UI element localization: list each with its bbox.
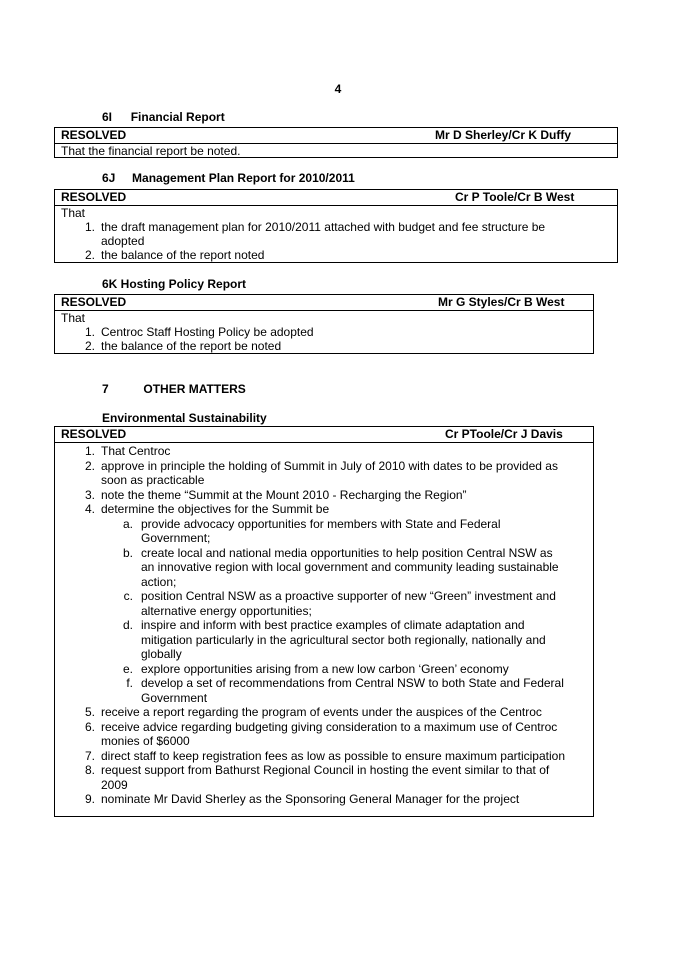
sub-list-item: Government; <box>141 531 211 545</box>
section-6i-title: Financial Report <box>130 110 225 124</box>
list-number: 6. <box>84 719 95 734</box>
list-item: approve in principle the holding of Summit in July of 2010 with dates to be provided as <box>101 458 558 473</box>
intro-text: That <box>61 206 86 220</box>
list-item: the balance of the report noted <box>101 248 265 262</box>
list-item: receive a report regarding the program of events under the auspices of the Centroc <box>101 705 542 719</box>
section-7-header <box>55 427 593 443</box>
section-6i-number: 6I <box>102 110 113 124</box>
list-number: 9. <box>84 792 95 806</box>
section-6j-heading <box>102 171 355 185</box>
resolved-label: RESOLVED <box>61 190 127 204</box>
section-6j-number: 6J <box>102 171 116 185</box>
list-number: 4. <box>84 502 95 516</box>
list-item: determine the objectives for the Summit be <box>101 502 330 516</box>
sub-list-item: provide advocacy opportunities for members with State and Federal <box>141 516 501 531</box>
list-number: b. <box>122 545 133 560</box>
section-6i-box <box>54 127 618 158</box>
list-number: 2. <box>84 458 95 473</box>
movers: Mr G Styles/Cr B West <box>438 295 565 309</box>
section-7-heading <box>102 382 246 396</box>
list-item: soon as practicable <box>101 473 205 487</box>
movers: Mr D Sherley/Cr K Duffy <box>435 128 572 142</box>
section-6k-header <box>55 295 593 311</box>
section-6k-box <box>54 294 594 354</box>
list-item: monies of $6000 <box>101 734 190 748</box>
resolution-text: That the financial report be noted. <box>61 144 241 158</box>
sub-list-item: develop a set of recommendations from Central NSW to both State and Federal <box>141 676 564 690</box>
section-7-number: 7 <box>102 382 109 396</box>
section-7-title: OTHER MATTERS <box>143 382 246 396</box>
section-6j-box <box>54 189 618 263</box>
list-item: receive advice regarding budgeting giving consideration to a maximum use of Centroc <box>101 719 558 734</box>
sub-list-item: explore opportunities arising from a new low carbon ‘Green’ economy <box>141 661 509 676</box>
movers: Cr PToole/Cr J Davis <box>445 427 563 441</box>
list-number: d. <box>122 618 133 632</box>
section-6i-heading <box>102 110 225 124</box>
list-item: direct staff to keep registration fees as low as possible to ensure maximum participation <box>101 748 566 763</box>
list-number: 1. <box>84 444 95 458</box>
intro-text: That <box>61 311 86 325</box>
list-number: 5. <box>84 705 95 719</box>
section-6j-title: Management Plan Report for 2010/2011 <box>132 171 355 185</box>
list-number: 7. <box>84 748 95 763</box>
list-item: nominate Mr David Sherley as the Sponsoring General Manager for the project <box>101 792 520 806</box>
list-number: a. <box>122 516 133 531</box>
list-number: e. <box>122 661 133 676</box>
list-number: c. <box>123 589 133 603</box>
list-number: 1. <box>84 325 95 339</box>
list-item: request support from Bathurst Regional Council in hosting the event similar to that of <box>101 763 550 777</box>
sub-list-item: position Central NSW as a proactive supporter of new “Green” investment and <box>141 589 556 603</box>
resolved-label: RESOLVED <box>61 295 127 309</box>
movers: Cr P Toole/Cr B West <box>455 190 575 204</box>
page-number: 4 <box>334 82 342 96</box>
section-7-subheading: Environmental Sustainability <box>102 411 267 425</box>
list-item: the balance of the report be noted <box>101 339 282 353</box>
sub-list-item: create local and national media opportunities to help position Central NSW as <box>141 545 553 560</box>
list-item: That Centroc <box>101 444 171 458</box>
list-number: f. <box>126 676 133 690</box>
resolved-label: RESOLVED <box>61 128 127 142</box>
sub-list-item: mitigation particularly in the agricultural sector both regionally, nationally and <box>141 632 546 647</box>
list-number: 2. <box>84 339 95 353</box>
section-6k-heading: 6K Hosting Policy Report <box>102 277 247 291</box>
list-item: adopted <box>101 234 145 248</box>
section-6i-header <box>55 128 617 144</box>
sub-list-item: action; <box>141 574 177 589</box>
list-number: 2. <box>84 248 95 262</box>
resolved-label: RESOLVED <box>61 427 127 441</box>
sub-list-item: alternative energy opportunities; <box>141 603 312 618</box>
list-number: 1. <box>84 220 95 234</box>
list-number: 3. <box>84 487 95 502</box>
sub-list-item: globally <box>141 647 182 661</box>
section-7-box <box>54 426 594 817</box>
sub-list-item: an innovative region with local government and community leading sustainable <box>141 560 559 574</box>
sub-list-item: Government <box>141 690 208 705</box>
list-item: 2009 <box>101 777 128 792</box>
sub-list-item: inspire and inform with best practice examples of climate adaptation and <box>141 618 525 632</box>
list-item: Centroc Staff Hosting Policy be adopted <box>101 325 314 339</box>
section-6j-header <box>55 190 617 206</box>
list-number: 8. <box>84 763 95 777</box>
list-item: the draft management plan for 2010/2011 attached with budget and fee structure be <box>101 220 546 234</box>
list-item: note the theme “Summit at the Mount 2010 - Recharging the Region” <box>101 487 467 502</box>
